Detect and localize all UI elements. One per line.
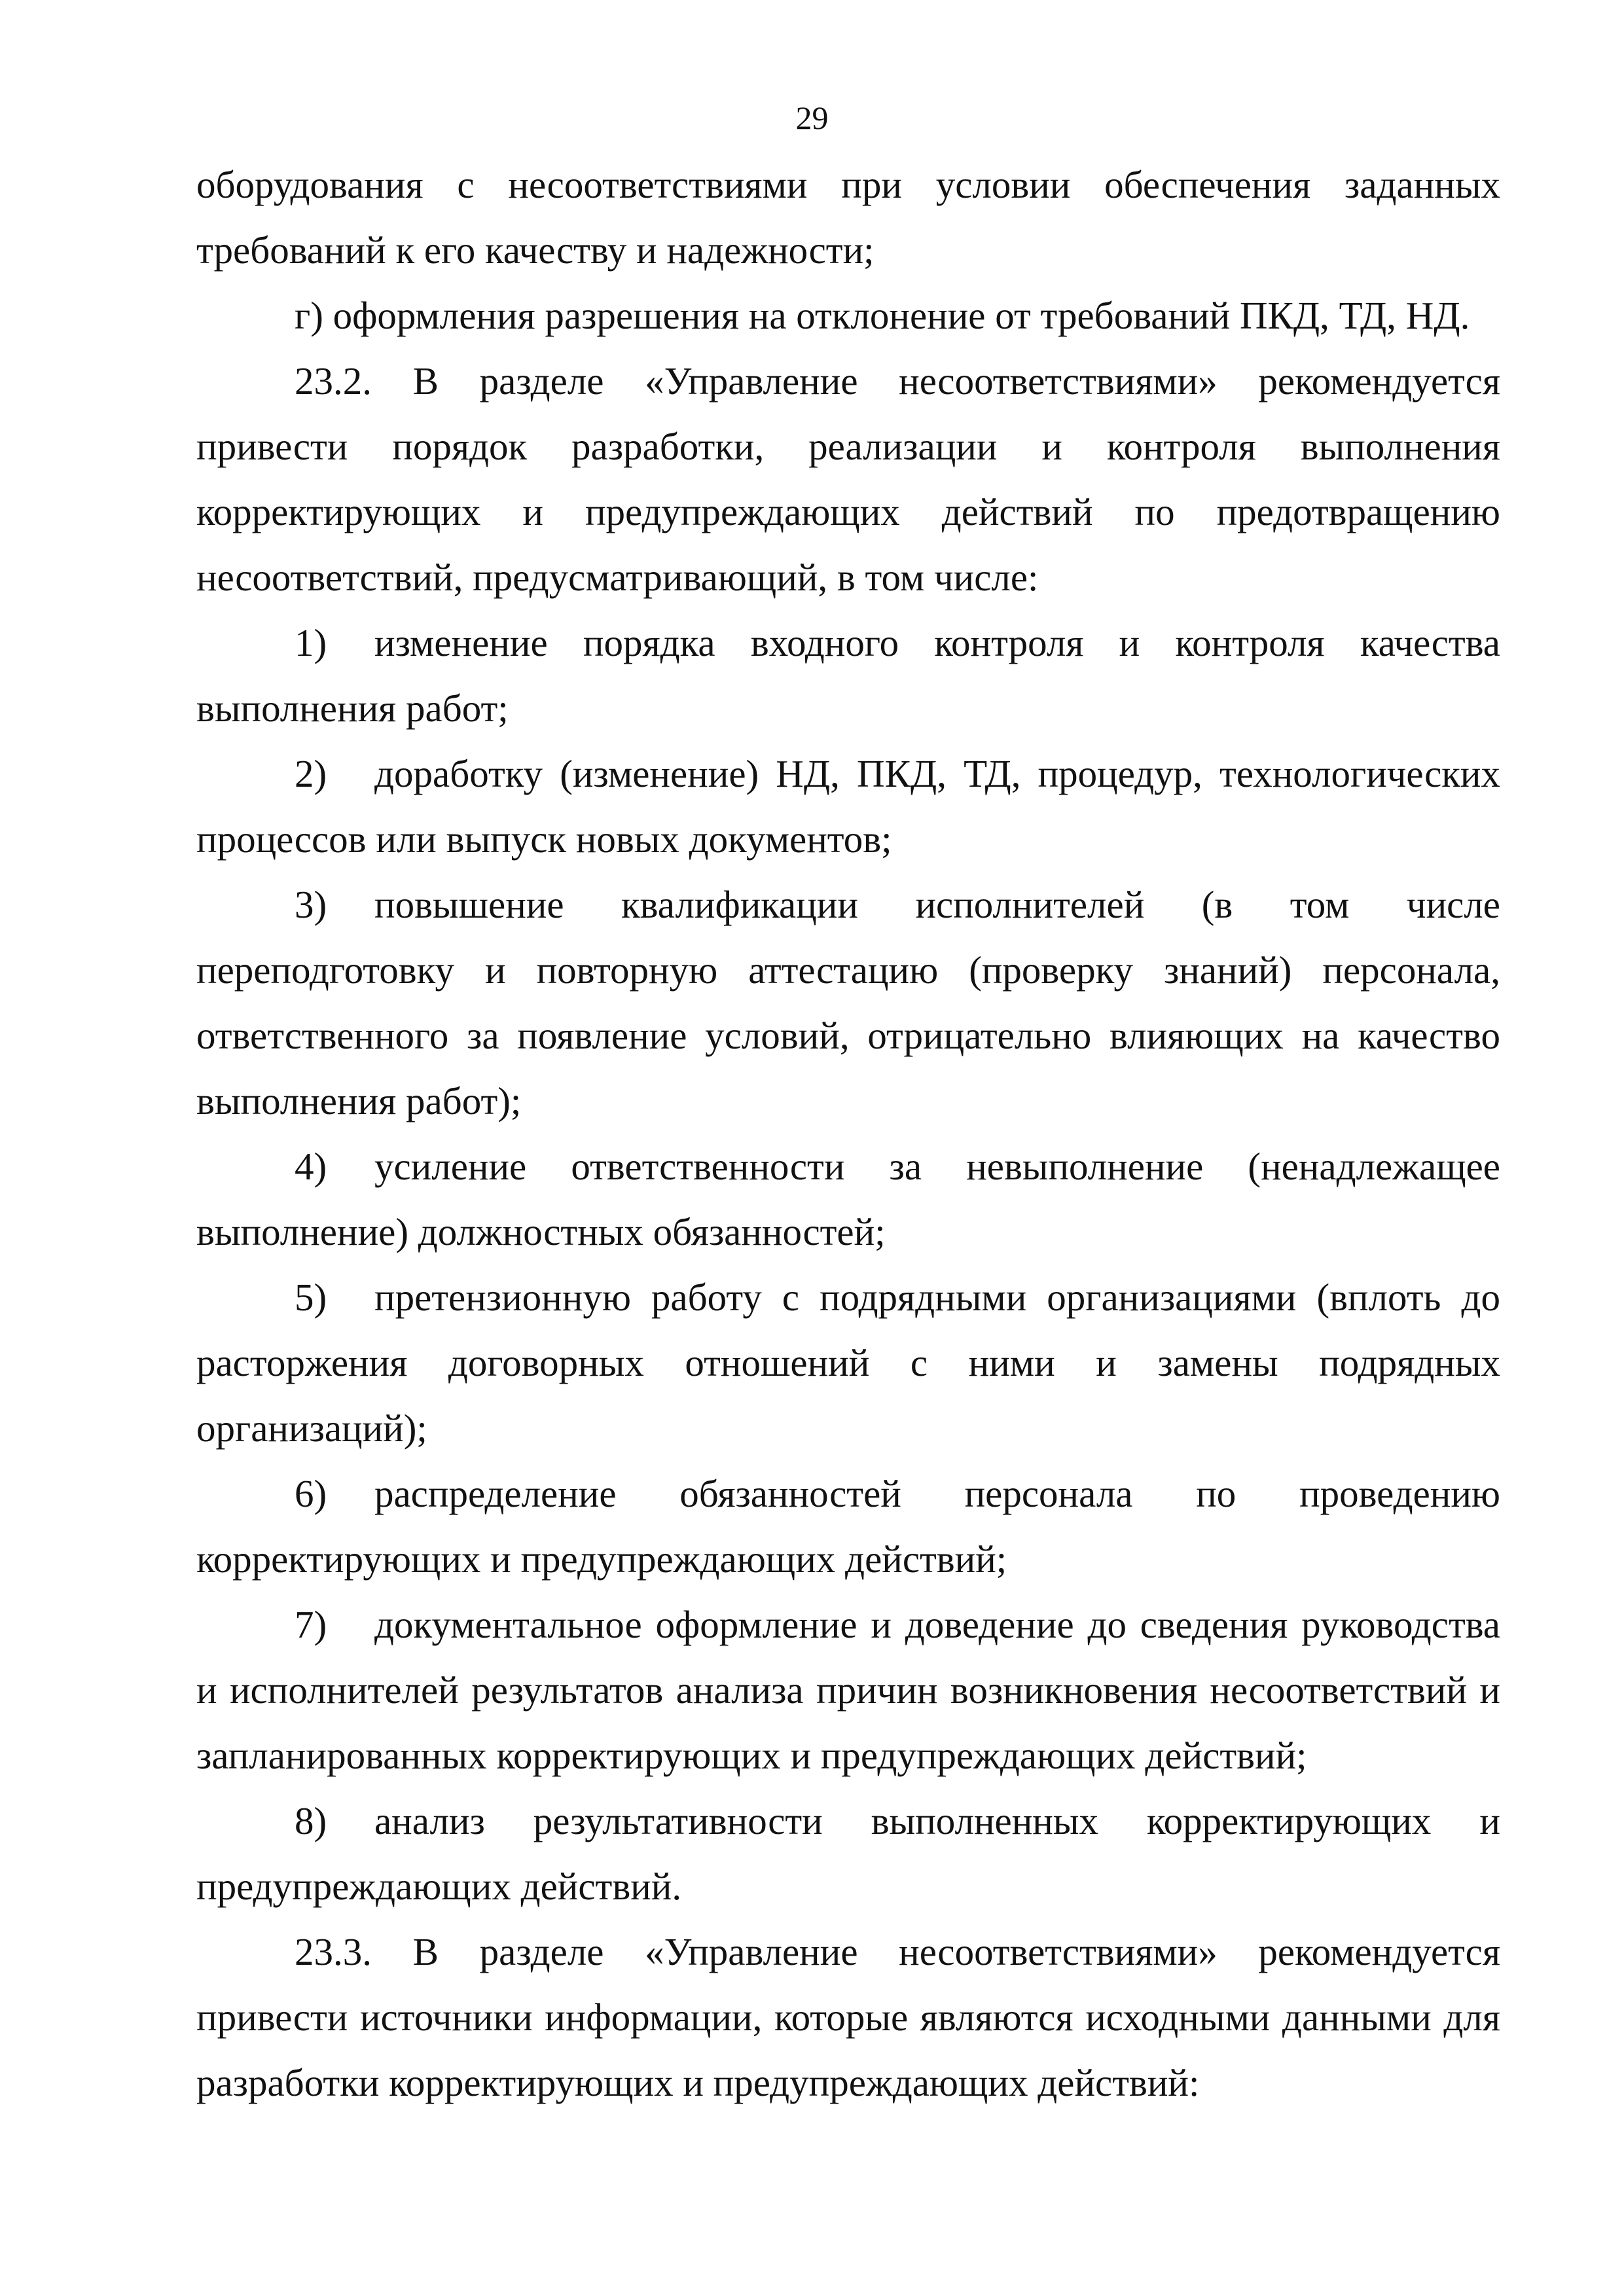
paragraph-section-23-3: 23.3. В разделе «Управление несоответствиями» рекомендуется привести источники информации, которые являются исходными данными для разработки корректирующих и предупреждающих действий:: [196, 1930, 1500, 2104]
list-item-text: изменение порядка входного контроля и контроля качества выполнения работ;: [196, 621, 1500, 730]
list-item-3: [196, 872, 1500, 1134]
list-item-number: 6): [295, 1472, 327, 1515]
list-item-text: анализ результативности выполненных корректирующих и предупреждающих действий.: [196, 1799, 1500, 1908]
page-number: 29: [795, 99, 829, 136]
paragraph-continuation: оборудования с несоответствиями при условии обеспечения заданных требований к его качеству и надежности;: [196, 163, 1500, 272]
list-item-7: [196, 1592, 1500, 1788]
list-item-text: повышение квалификации исполнителей (в том числе переподготовку и повторную аттестацию (проверку знаний) персонала, ответственного за появление условий, отрицательно влияющих на качество выполнения работ);: [196, 883, 1500, 1122]
list-item-text: доработку (изменение) НД, ПКД, ТД, процедур, технологических процессов или выпуск новых документов;: [196, 752, 1500, 861]
list-item-number: 8): [295, 1799, 327, 1842]
paragraph-section-23-2: 23.2. В разделе «Управление несоответствиями» рекомендуется привести порядок разработки, реализации и контроля выполнения корректирующих и предупреждающих действий по предотвращению несоответствий, предусматривающий, в том числе:: [196, 359, 1500, 599]
list-item-2: [196, 741, 1500, 872]
list-item-text: документальное оформление и доведение до сведения руководства и исполнителей результатов анализа причин возникновения несоответствий и запланированных корректирующих и предупреждающих действий;: [196, 1603, 1500, 1777]
list-item-number: 7): [295, 1603, 327, 1646]
list-item-number: 2): [295, 752, 327, 795]
list-item-8: [196, 1788, 1500, 1919]
list-item-number: 5): [295, 1276, 327, 1319]
list-item-text: усиление ответственности за невыполнение (ненадлежащее выполнение) должностных обязанностей;: [196, 1145, 1500, 1253]
list-item-number: 1): [295, 621, 327, 664]
list-item-1: [196, 610, 1500, 741]
list-item-6: [196, 1461, 1500, 1592]
list-item-text: претензионную работу с подрядными организациями (вплоть до расторжения договорных отношений с ними и замены подрядных организаций);: [196, 1276, 1500, 1450]
document-body: [196, 152, 1500, 2115]
list-item-4: [196, 1134, 1500, 1265]
list-item-number: 3): [295, 883, 327, 926]
list-item-text: распределение обязанностей персонала по проведению корректирующих и предупреждающих действий;: [196, 1472, 1500, 1581]
paragraph-item-g: г) оформления разрешения на отклонение от требований ПКД, ТД, НД.: [295, 294, 1470, 337]
list-item-number: 4): [295, 1145, 327, 1188]
list-item-5: [196, 1265, 1500, 1461]
